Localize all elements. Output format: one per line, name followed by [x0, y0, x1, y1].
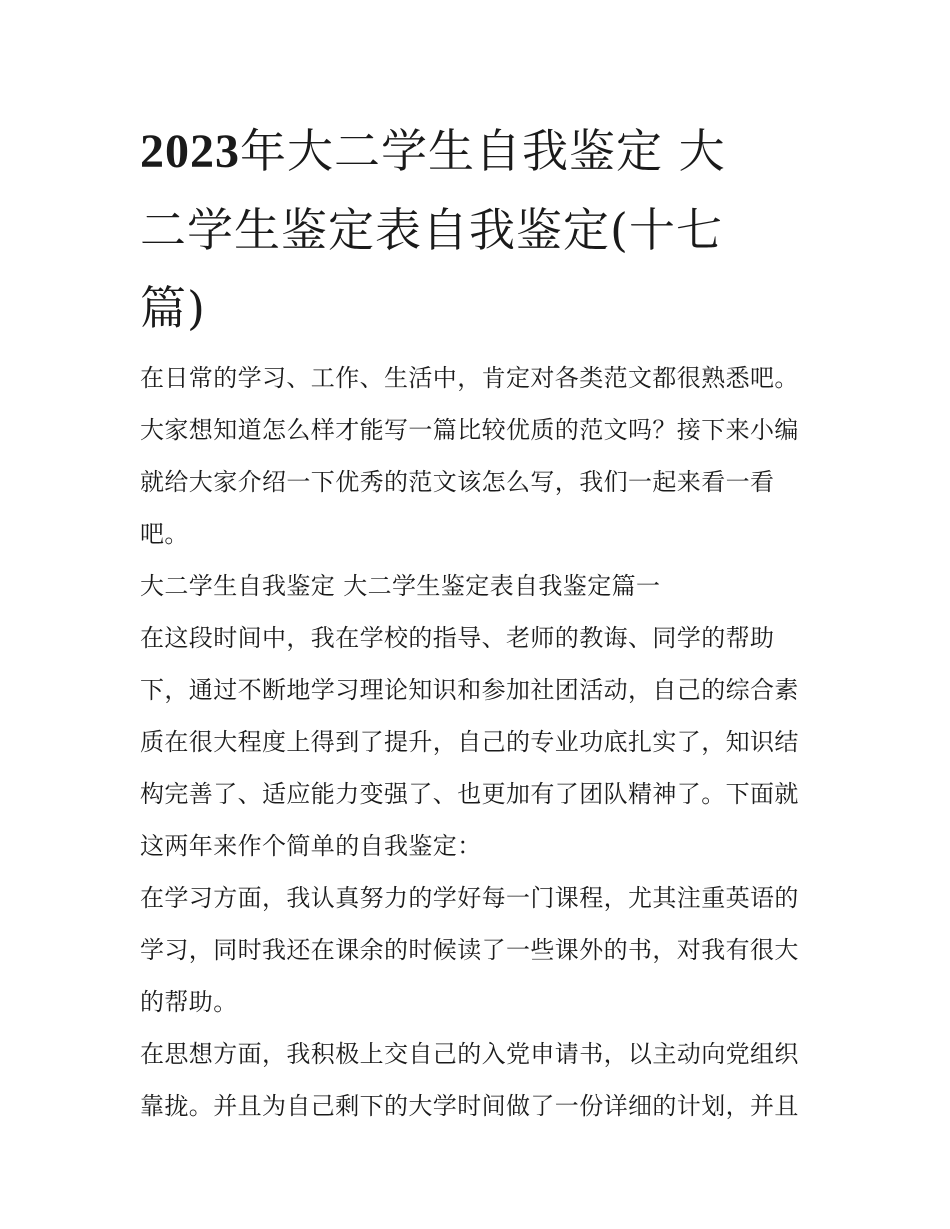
body-paragraph: 在学习方面，我认真努力的学好每一门课程，尤其注重英语的学习，同时我还在课余的时候读了一些课外的书，对我有很大的帮助。 [140, 884, 799, 1016]
body-paragraph: 在这段时间中，我在学校的指导、老师的教诲、同学的帮助下，通过不断地学习理论知识和参加社团活动，自己的综合素质在很大程度上得到了提升，自己的专业功底扎实了，知识结构完善了、适应能力变强了、也更加有了团队精神了。下面就这两年来作个简单的自我鉴定： [140, 624, 799, 860]
intro-paragraph: 在日常的学习、工作、生活中，肯定对各类范文都很熟悉吧。大家想知道怎么样才能写一篇比较优质的范文吗？接下来小编就给大家介绍一下优秀的范文该怎么写，我们一起来看一看吧。 [140, 364, 799, 548]
body-paragraph: 在思想方面，我积极上交自己的入党申请书，以主动向党组织靠拢。并且为自己剩下的大学时间做了一份详细的计划，并且 [140, 1040, 799, 1120]
title-year: 2023 [140, 125, 240, 178]
document-title [140, 112, 820, 347]
section-heading: 大二学生自我鉴定 大二学生鉴定表自我鉴定篇一 [140, 572, 661, 600]
title-text: 年大二学生自我鉴定 大 二学生鉴定表自我鉴定(十七 篇) [140, 124, 726, 335]
document-body [140, 352, 820, 1132]
